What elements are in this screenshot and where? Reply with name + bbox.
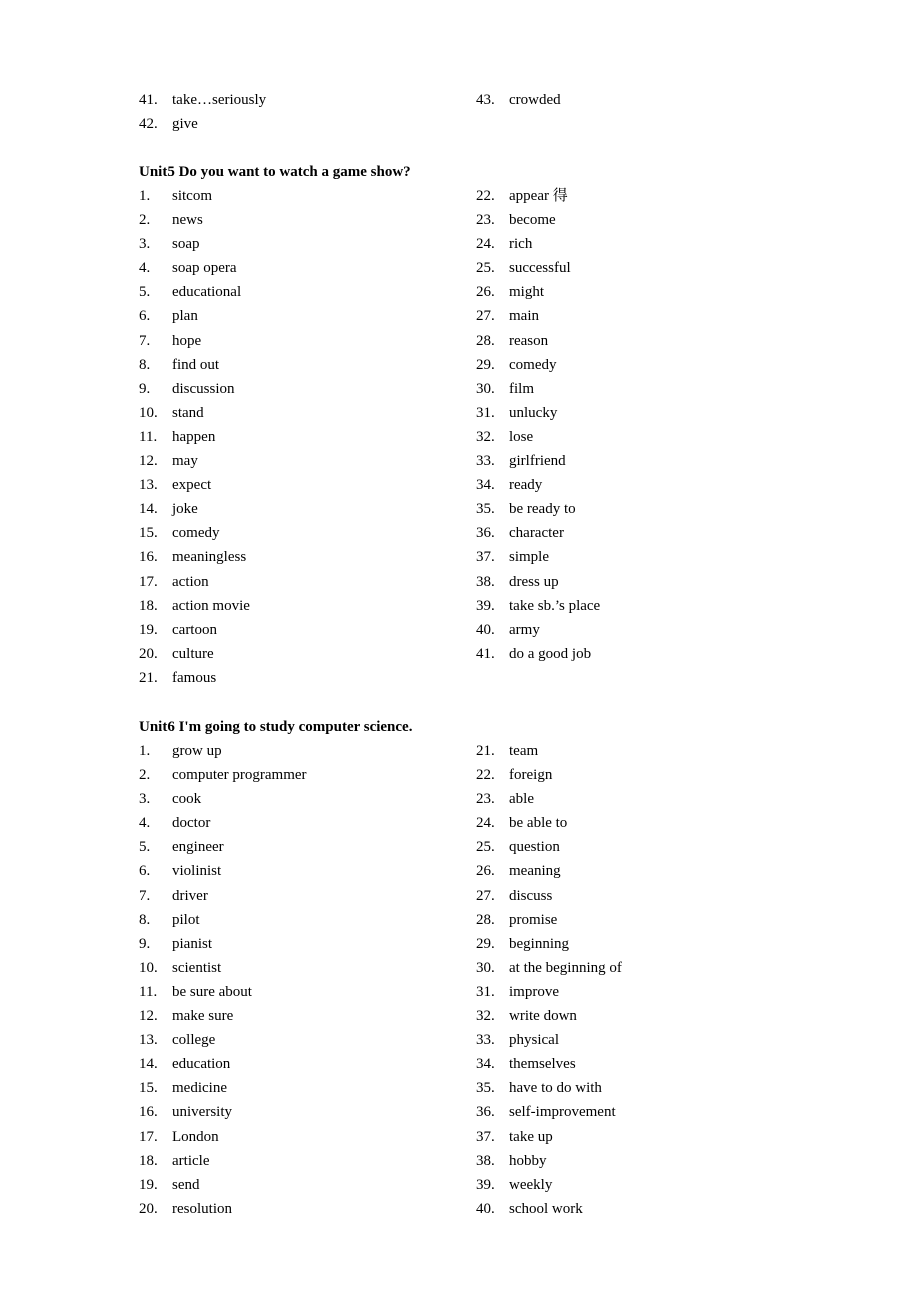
item-word: become xyxy=(509,212,556,229)
item-number: 2. xyxy=(139,212,151,229)
item-word: girlfriend xyxy=(509,453,566,470)
vocab-item xyxy=(139,184,250,208)
vocab-item xyxy=(476,1125,622,1149)
vocab-item xyxy=(476,811,622,835)
item-word: do a good job xyxy=(509,645,592,662)
item-number: 19. xyxy=(139,621,158,638)
item-number: 14. xyxy=(139,501,158,518)
item-number: 17. xyxy=(139,573,158,590)
item-word: main xyxy=(509,308,539,325)
item-word: take up xyxy=(509,1128,553,1145)
item-word: reason xyxy=(509,332,549,349)
item-number: 29. xyxy=(476,935,495,952)
item-word: meaning xyxy=(509,863,561,880)
item-word: hobby xyxy=(509,1152,547,1169)
item-number: 11. xyxy=(139,428,158,445)
vocab-item xyxy=(139,208,250,232)
item-number: 36. xyxy=(476,1104,495,1121)
item-word: be able to xyxy=(509,815,568,832)
item-word: have to do with xyxy=(509,1080,602,1097)
vocab-item xyxy=(476,980,622,1004)
item-word: team xyxy=(509,743,539,759)
item-word: stand xyxy=(172,404,204,421)
item-word: promise xyxy=(509,911,558,928)
vocab-item xyxy=(139,473,250,497)
word-list-left xyxy=(139,88,266,136)
vocab-item xyxy=(139,642,250,666)
vocab-item xyxy=(476,1149,622,1173)
item-word: action xyxy=(172,573,209,590)
vocab-item xyxy=(476,763,622,787)
item-word: take sb.’s place xyxy=(509,597,601,614)
vocab-item xyxy=(139,425,250,449)
vocab-item xyxy=(476,1173,622,1197)
vocab-item xyxy=(476,497,600,521)
item-word: educational xyxy=(172,284,242,301)
item-number: 1. xyxy=(139,743,151,759)
unit-heading: Unit5 Do you want to watch a game show? xyxy=(139,164,411,180)
item-number: 17. xyxy=(139,1128,158,1145)
item-word: culture xyxy=(172,645,214,662)
item-number: 13. xyxy=(139,477,158,494)
vocab-item xyxy=(476,1052,622,1076)
item-number: 3. xyxy=(139,791,151,808)
vocab-item xyxy=(139,232,250,256)
item-word: self-improvement xyxy=(509,1104,616,1121)
vocab-item xyxy=(476,329,600,353)
vocab-item xyxy=(476,859,622,883)
unit-heading: Unit6 I'm going to study computer science. xyxy=(139,719,413,735)
vocab-item xyxy=(139,787,307,811)
item-number: 9. xyxy=(139,380,151,397)
item-word: action movie xyxy=(172,597,250,614)
section-unit6 xyxy=(139,715,799,1217)
item-word: give xyxy=(172,116,198,133)
item-word: university xyxy=(172,1104,232,1121)
word-list-right xyxy=(476,184,600,666)
item-word: take…seriously xyxy=(172,92,267,108)
vocab-item xyxy=(139,908,307,932)
vocab-item xyxy=(476,449,600,473)
vocab-item xyxy=(139,304,250,328)
vocab-item xyxy=(139,545,250,569)
item-word: be ready to xyxy=(509,501,576,518)
vocab-item xyxy=(476,618,600,642)
item-word: successful xyxy=(509,260,571,277)
vocab-item xyxy=(476,787,622,811)
vocab-item xyxy=(139,739,307,763)
item-number: 36. xyxy=(476,525,495,542)
vocab-item xyxy=(476,304,600,328)
item-number: 12. xyxy=(139,1008,158,1025)
item-number: 41. xyxy=(476,645,495,662)
item-word: pianist xyxy=(172,935,212,952)
vocab-item xyxy=(476,425,600,449)
item-number: 27. xyxy=(476,308,495,325)
item-word: improve xyxy=(509,983,559,1000)
item-number: 13. xyxy=(139,1032,158,1049)
vocab-item xyxy=(139,932,307,956)
item-number: 18. xyxy=(139,597,158,614)
item-number: 32. xyxy=(476,1008,495,1025)
item-number: 31. xyxy=(476,404,495,421)
vocab-item xyxy=(139,280,250,304)
vocab-item xyxy=(476,232,600,256)
item-word: soap opera xyxy=(172,260,237,277)
item-number: 25. xyxy=(476,260,495,277)
item-word: themselves xyxy=(509,1056,576,1073)
item-word: question xyxy=(509,839,560,856)
item-word: cook xyxy=(172,791,202,808)
item-number: 15. xyxy=(139,1080,158,1097)
word-list-left xyxy=(139,739,307,1221)
word-list-right xyxy=(476,739,622,1221)
vocab-item xyxy=(139,377,250,401)
item-word: discuss xyxy=(509,887,553,904)
vocab-item xyxy=(139,835,307,859)
vocab-item xyxy=(476,1100,622,1124)
item-word: soap xyxy=(172,236,200,253)
item-word: army xyxy=(509,621,540,638)
item-word: foreign xyxy=(509,767,553,784)
vocab-item xyxy=(139,401,250,425)
item-word: doctor xyxy=(172,815,211,832)
item-number: 37. xyxy=(476,549,495,566)
vocab-item xyxy=(476,353,600,377)
item-number: 24. xyxy=(476,815,495,832)
item-number: 42. xyxy=(139,116,158,133)
vocab-item xyxy=(476,521,600,545)
item-word: film xyxy=(509,380,534,397)
item-number: 3. xyxy=(139,236,151,253)
item-number: 27. xyxy=(476,887,495,904)
item-word: beginning xyxy=(509,935,569,952)
vocab-item xyxy=(476,473,600,497)
item-number: 4. xyxy=(139,815,151,832)
vocab-item xyxy=(476,280,600,304)
item-word: crowded xyxy=(509,92,561,108)
vocab-item xyxy=(139,859,307,883)
vocab-item xyxy=(139,594,250,618)
item-word: education xyxy=(172,1056,231,1073)
vocab-item xyxy=(139,1125,307,1149)
item-number: 34. xyxy=(476,1056,495,1073)
item-word: engineer xyxy=(172,839,224,856)
item-number: 11. xyxy=(139,983,158,1000)
item-word: expect xyxy=(172,477,212,494)
vocab-item xyxy=(139,1149,307,1173)
vocab-item xyxy=(139,449,250,473)
item-number: 35. xyxy=(476,1080,495,1097)
vocab-item xyxy=(476,208,600,232)
item-number: 22. xyxy=(476,188,495,204)
word-list-left xyxy=(139,184,250,690)
item-word: simple xyxy=(509,549,549,566)
vocab-item xyxy=(476,256,600,280)
item-number: 14. xyxy=(139,1056,158,1073)
item-word: news xyxy=(172,212,203,229)
vocab-item xyxy=(139,763,307,787)
item-number: 31. xyxy=(476,983,495,1000)
item-number: 20. xyxy=(139,1200,158,1217)
item-number: 38. xyxy=(476,573,495,590)
vocab-item xyxy=(139,256,250,280)
item-word: pilot xyxy=(172,911,200,928)
item-number: 8. xyxy=(139,911,151,928)
vocab-item xyxy=(139,1197,307,1221)
item-number: 5. xyxy=(139,839,151,856)
item-word: grow up xyxy=(172,743,222,759)
item-number: 26. xyxy=(476,863,495,880)
vocab-item xyxy=(476,1197,622,1221)
item-number: 24. xyxy=(476,236,495,253)
item-word: cartoon xyxy=(172,621,217,638)
item-word: may xyxy=(172,453,198,470)
item-word: able xyxy=(509,791,534,808)
item-word: lose xyxy=(509,428,534,445)
item-word: college xyxy=(172,1032,216,1049)
item-word: might xyxy=(509,284,545,301)
vocab-item xyxy=(139,884,307,908)
item-number: 28. xyxy=(476,332,495,349)
vocab-item xyxy=(476,401,600,425)
vocab-item xyxy=(139,1052,307,1076)
vocab-item xyxy=(476,377,600,401)
vocab-item xyxy=(476,1004,622,1028)
item-word: school work xyxy=(509,1200,583,1217)
item-number: 23. xyxy=(476,212,495,229)
item-word: resolution xyxy=(172,1200,232,1217)
item-number: 39. xyxy=(476,597,495,614)
item-number: 12. xyxy=(139,453,158,470)
vocab-item xyxy=(476,88,561,112)
item-number: 34. xyxy=(476,477,495,494)
item-word: computer programmer xyxy=(172,767,307,784)
item-number: 21. xyxy=(476,743,495,759)
vocab-item xyxy=(476,1028,622,1052)
item-word: discussion xyxy=(172,380,235,397)
vocab-item xyxy=(476,956,622,980)
item-word: scientist xyxy=(172,959,222,976)
item-word: sitcom xyxy=(172,188,212,204)
item-word: medicine xyxy=(172,1080,227,1097)
item-number: 16. xyxy=(139,1104,158,1121)
item-number: 37. xyxy=(476,1128,495,1145)
item-number: 28. xyxy=(476,911,495,928)
item-word: dress up xyxy=(509,573,559,590)
vocab-item xyxy=(476,184,600,208)
item-number: 15. xyxy=(139,525,158,542)
item-word: at the beginning of xyxy=(509,959,622,976)
item-number: 33. xyxy=(476,453,495,470)
item-word: happen xyxy=(172,428,216,445)
item-number: 38. xyxy=(476,1152,495,1169)
item-word: famous xyxy=(172,669,217,686)
item-word: write down xyxy=(509,1008,577,1025)
item-number: 4. xyxy=(139,260,151,277)
item-number: 7. xyxy=(139,887,151,904)
item-word: weekly xyxy=(509,1176,553,1193)
vocab-item xyxy=(476,570,600,594)
item-number: 25. xyxy=(476,839,495,856)
item-number: 30. xyxy=(476,959,495,976)
vocab-item xyxy=(476,545,600,569)
item-number: 20. xyxy=(139,645,158,662)
item-number: 40. xyxy=(476,1200,495,1217)
item-number: 10. xyxy=(139,959,158,976)
vocab-item xyxy=(139,956,307,980)
item-number: 43. xyxy=(476,92,495,108)
item-number: 2. xyxy=(139,767,151,784)
item-number: 33. xyxy=(476,1032,495,1049)
item-word: violinist xyxy=(172,863,222,880)
item-word: character xyxy=(509,525,564,542)
item-word: plan xyxy=(172,308,198,325)
item-word: send xyxy=(172,1176,200,1193)
item-number: 35. xyxy=(476,501,495,518)
item-word: rich xyxy=(509,236,533,253)
item-word: London xyxy=(172,1128,219,1145)
vocab-item xyxy=(139,666,250,690)
item-number: 19. xyxy=(139,1176,158,1193)
item-number: 22. xyxy=(476,767,495,784)
vocab-item xyxy=(476,884,622,908)
item-number: 6. xyxy=(139,308,151,325)
section-unit5 xyxy=(139,160,799,686)
vocab-item xyxy=(139,1028,307,1052)
item-word: be sure about xyxy=(172,983,252,1000)
item-word: hope xyxy=(172,332,202,349)
item-word: joke xyxy=(172,501,198,518)
item-word: ready xyxy=(509,477,543,494)
item-number: 40. xyxy=(476,621,495,638)
item-word: meaningless xyxy=(172,549,247,566)
item-word: article xyxy=(172,1152,210,1169)
item-word: physical xyxy=(509,1032,559,1049)
vocab-item xyxy=(139,1076,307,1100)
item-word: comedy xyxy=(509,356,557,373)
vocab-item xyxy=(139,1100,307,1124)
item-number: 7. xyxy=(139,332,151,349)
vocab-item xyxy=(139,497,250,521)
vocab-item xyxy=(139,811,307,835)
vocab-item xyxy=(476,642,600,666)
item-number: 1. xyxy=(139,188,151,204)
item-number: 41. xyxy=(139,92,158,108)
vocab-item xyxy=(139,353,250,377)
item-number: 9. xyxy=(139,935,151,952)
item-word: comedy xyxy=(172,525,220,542)
item-number: 29. xyxy=(476,356,495,373)
vocab-item xyxy=(139,618,250,642)
vocab-item xyxy=(139,112,266,136)
item-word: find out xyxy=(172,356,220,373)
item-number: 8. xyxy=(139,356,151,373)
vocab-item xyxy=(476,739,622,763)
item-number: 30. xyxy=(476,380,495,397)
word-list-right xyxy=(476,88,561,112)
item-number: 5. xyxy=(139,284,151,301)
vocab-item xyxy=(139,1004,307,1028)
vocab-item xyxy=(139,980,307,1004)
item-number: 21. xyxy=(139,669,158,686)
vocab-item xyxy=(476,594,600,618)
vocab-item xyxy=(139,570,250,594)
vocab-item xyxy=(476,932,622,956)
vocab-item xyxy=(476,908,622,932)
item-number: 18. xyxy=(139,1152,158,1169)
vocab-item xyxy=(139,329,250,353)
item-number: 23. xyxy=(476,791,495,808)
item-number: 6. xyxy=(139,863,151,880)
item-number: 10. xyxy=(139,404,158,421)
item-number: 32. xyxy=(476,428,495,445)
item-word: unlucky xyxy=(509,404,558,421)
item-word: make sure xyxy=(172,1008,234,1025)
vocab-item xyxy=(476,1076,622,1100)
item-number: 39. xyxy=(476,1176,495,1193)
item-number: 16. xyxy=(139,549,158,566)
item-number: 26. xyxy=(476,284,495,301)
vocab-item xyxy=(139,521,250,545)
item-word: driver xyxy=(172,887,208,904)
vocab-item xyxy=(139,88,266,112)
vocab-item xyxy=(139,1173,307,1197)
item-word: appear 得 xyxy=(509,188,568,204)
vocab-item xyxy=(476,835,622,859)
